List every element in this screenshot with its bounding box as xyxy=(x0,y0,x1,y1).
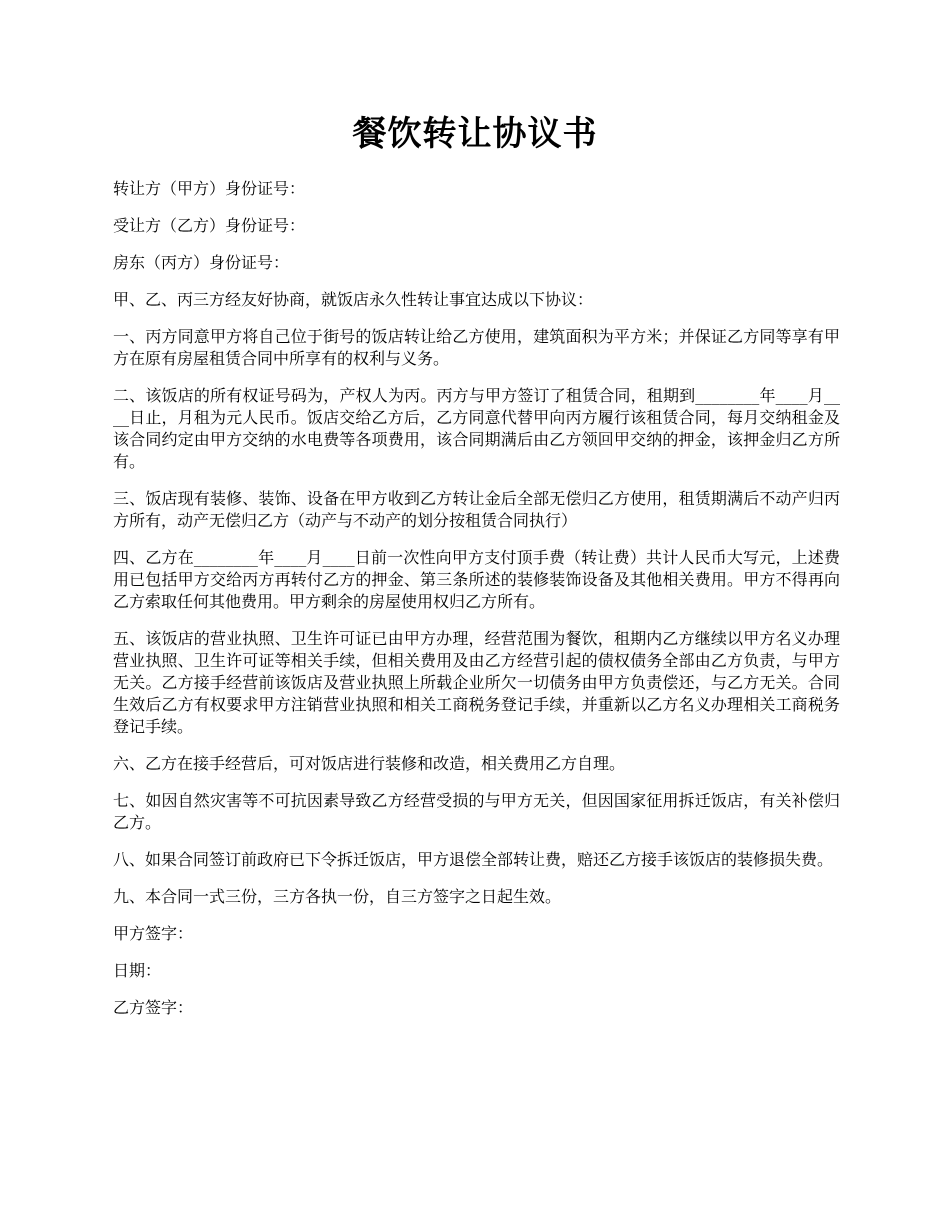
clause-9: 九、本合同一式三份，三方各执一份，自三方签字之日起生效。 xyxy=(113,887,562,906)
document-title: 餐饮转让协议书 xyxy=(352,114,598,154)
transferee-id-line: 受让方（乙方）身份证号： xyxy=(113,216,306,235)
clause-2: 二、该饭店的所有权证号码为，产权人为丙。丙方与甲方签订了租赁合同，租期到________年____月____日止，月租为元人民币。饭店交给乙方后，乙方同意代替甲向丙方履行该租赁合同，每月交纳租金及该合同约定由甲方交纳的水电费等各项费用，该合同期满后由乙方领回甲交纳的押金，该押金归乙方所有。 xyxy=(113,386,840,471)
clause-8: 八、如果合同签订前政府已下令拆迁饭店，甲方退偿全部转让费，赔还乙方接手该饭店的装修损失费。 xyxy=(113,850,834,869)
party-b-signature-line: 乙方签字： xyxy=(113,998,194,1017)
document-body xyxy=(113,178,840,1034)
landlord-id-line: 房东（丙方）身份证号： xyxy=(113,253,290,272)
party-a-signature-line: 甲方签字： xyxy=(113,924,194,943)
clause-6: 六、乙方在接手经营后，可对饭店进行装修和改造，相关费用乙方自理。 xyxy=(113,754,626,773)
clause-3: 三、饭店现有装修、装饰、设备在甲方收到乙方转让金后全部无偿归乙方使用，租赁期满后不动产归丙方所有，动产无偿归乙方（动产与不动产的划分按租赁合同执行） xyxy=(113,489,840,530)
transferor-id-line: 转让方（甲方）身份证号： xyxy=(113,179,306,198)
clause-7: 七、如因自然灾害等不可抗因素导致乙方经营受损的与甲方无关，但因国家征用拆迁饭店，有关补偿归乙方。 xyxy=(113,791,840,832)
clause-5: 五、该饭店的营业执照、卫生许可证已由甲方办理，经营范围为餐饮，租期内乙方继续以甲方名义办理营业执照、卫生许可证等相关手续，但相关费用及由乙方经营引起的债权债务全部由乙方负责，与甲方无关。乙方接手经营前该饭店及营业执照上所载企业所欠一切债务由甲方负责偿还，与乙方无关。合同生效后乙方有权要求甲方注销营业执照和相关工商税务登记手续，并重新以乙方名义办理相关工商税务登记手续。 xyxy=(113,629,840,736)
agreement-preamble: 甲、乙、丙三方经友好协商，就饭店永久性转让事宜达成以下协议： xyxy=(113,290,594,309)
clause-4: 四、乙方在________年____月____日前一次性向甲方支付顶手费（转让费）共计人民币大写元，上述费用已包括甲方交给丙方再转付乙方的押金、第三条所述的装修装饰设备及其他相关费用。甲方不得再向乙方索取任何其他费用。甲方剩余的房屋使用权归乙方所有。 xyxy=(113,548,840,611)
date-line: 日期： xyxy=(113,961,162,980)
clause-1: 一、丙方同意甲方将自己位于街号的饭店转让给乙方使用，建筑面积为平方米；并保证乙方同等享有甲方在原有房屋租赁合同中所享有的权利与义务。 xyxy=(113,327,840,368)
